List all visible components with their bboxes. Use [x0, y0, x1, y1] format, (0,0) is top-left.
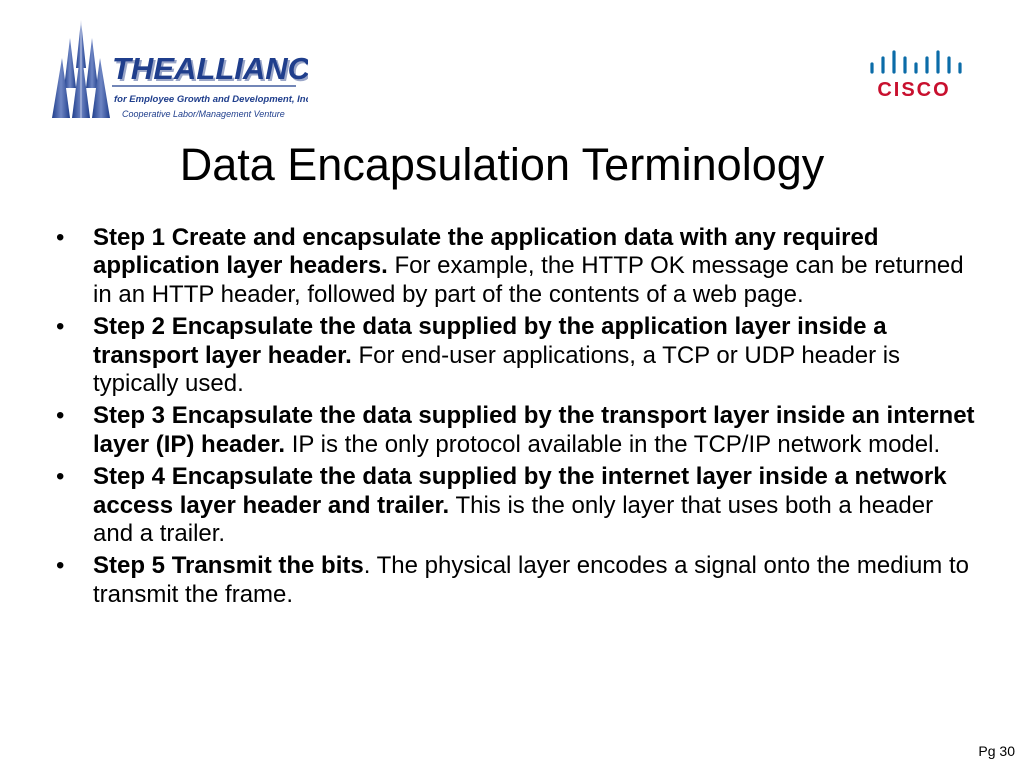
alliance-logo-graphic [48, 18, 308, 124]
bullet-text: This is the only layer that uses both a header and a trailer. [93, 491, 934, 548]
bullet-lead: Step 2 Encapsulate the data supplied by the application layer inside a transport layer header. [93, 313, 887, 369]
alliance-tagline: for Employee Growth and Development, Inc. [114, 94, 308, 105]
bullet-text: For end-user applications, a TCP or UDP header is typically used. [93, 341, 901, 398]
bullet-lead: Step 3 Encapsulate the data supplied by the transport layer inside an internet layer (IP) header. [93, 402, 975, 458]
bullet-item-step-5 [56, 552, 976, 609]
bullet-item-step-4 [56, 463, 976, 548]
alliance-wordmark-shadow: THEALLIAN [114, 53, 290, 88]
alliance-wordmark: THEALLIANC [112, 51, 308, 86]
bullet-marker: • [56, 313, 65, 341]
spire-icon [52, 20, 110, 118]
bullet-marker: • [56, 552, 65, 580]
bullet-marker: • [56, 402, 65, 430]
alliance-subtitle: Cooperative Labor/Management Venture [122, 109, 285, 119]
alliance-logo [48, 18, 308, 124]
bullet-text: IP is the only protocol available in the TCP/IP network model. [285, 430, 941, 458]
bullet-marker: • [56, 463, 65, 491]
bullet-item-step-3 [56, 402, 976, 459]
bullet-text: . The physical layer encodes a signal onto the medium to transmit the frame. [93, 552, 969, 608]
cisco-bars-icon [872, 52, 960, 72]
bullet-lead: Step 5 Transmit the bits [93, 552, 364, 580]
bullet-lead: Step 4 Encapsulate the data supplied by the internet layer inside a network access layer header and trailer. [93, 463, 947, 519]
bullet-item-step-2 [56, 313, 976, 398]
bullet-item-step-1 [56, 224, 976, 309]
bullet-list [56, 224, 976, 613]
bullet-marker: • [56, 224, 65, 251]
cisco-wordmark: CISCO [877, 79, 951, 101]
cisco-logo [866, 46, 962, 102]
slide-title: Data Encapsulation Terminology [179, 139, 825, 190]
bullet-lead: Step 1 Create and encapsulate the application data with any required application layer headers. [93, 224, 879, 280]
bullet-text: For example, the HTTP OK message can be returned in an HTTP header, followed by part of the contents of a web page. [93, 252, 964, 308]
page-number: Pg 30 [978, 743, 1015, 759]
cisco-logo-graphic [866, 46, 962, 102]
